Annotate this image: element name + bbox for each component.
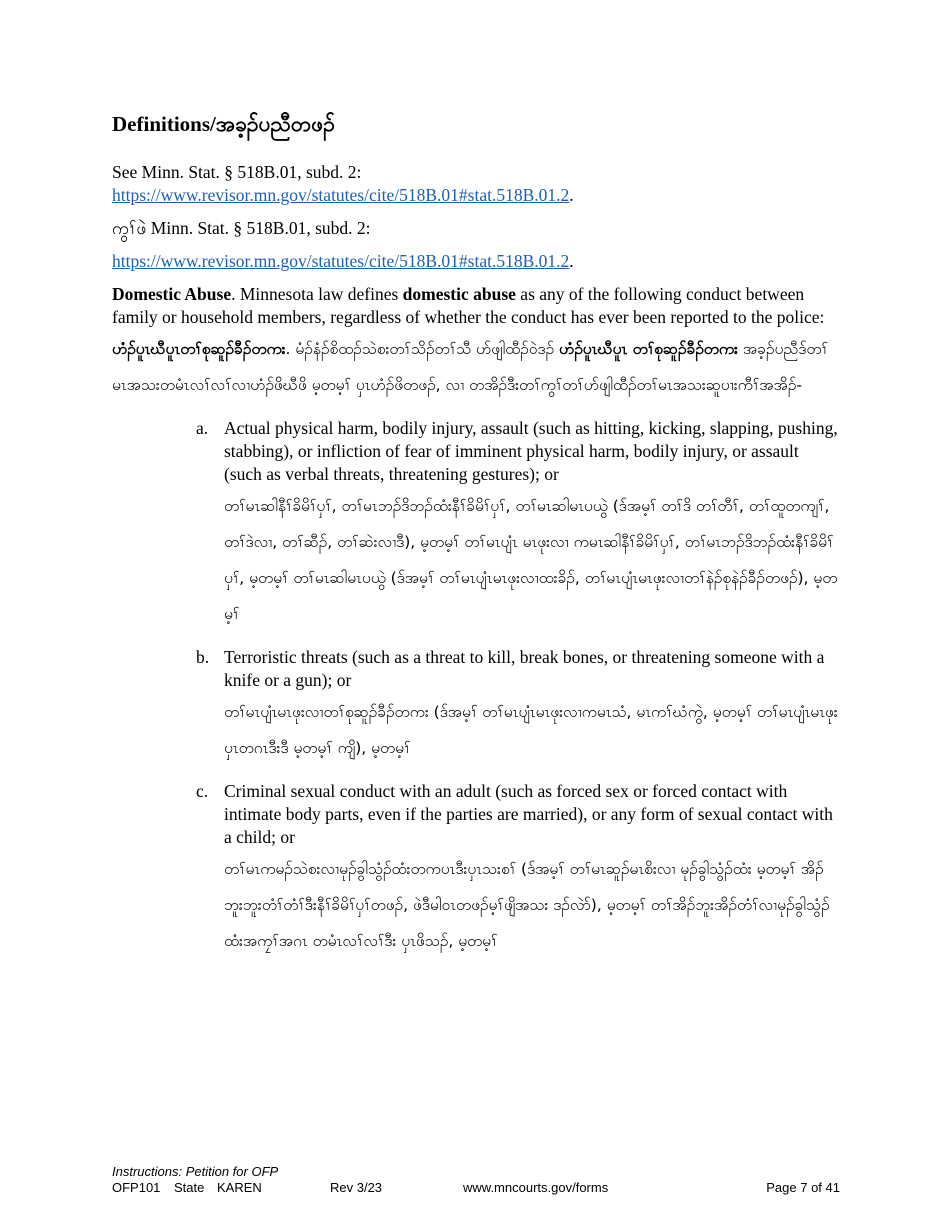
list-item <box>196 417 840 632</box>
list-marker: c. <box>196 781 209 802</box>
definition-text-2: as any of the following conduct between family or household members, regardless of whether the conduct has ever been reported to the police: <box>112 284 825 328</box>
page-footer <box>112 1164 840 1196</box>
see-statute-en <box>112 161 840 207</box>
domestic-abuse-term-kw: ဟံၣ်ပူၤဃီပူၤတၢ်စုဆူၣ်ခီၣ်တကး <box>112 340 286 359</box>
statute-link-en[interactable]: https://www.revisor.mn.gov/statutes/cite/518B.01#stat.518B.01.2 <box>112 185 570 206</box>
see-statute-text: See Minn. Stat. § 518B.01, subd. 2: <box>112 162 362 183</box>
document-page <box>112 112 840 973</box>
domestic-abuse-term-kw-2: ဟံၣ်ပူၤဃီပူၤ တၢ်စုဆူၣ်ခီၣ်တကး <box>559 340 738 359</box>
list-marker: b. <box>196 647 210 668</box>
statute-link-kw[interactable]: https://www.revisor.mn.gov/statutes/cite/518B.01#stat.518B.01.2 <box>112 251 570 272</box>
list-item <box>196 646 840 766</box>
definition-text-1: . Minnesota law defines <box>231 284 403 305</box>
link-period: . <box>569 185 574 206</box>
list-item-kw: တၢ်မၤပျံၤမၤဖုးလၢတၢ်စုဆူၣ်ခီၣ်တကး (ဒ်အမ့ၢ် တၢ်မၤပျံၤမၤဖုးလၢကမၤသံ, မၤကၢ်ဃံကွဲ, မ့တမ့ၢ် တၢ်မၤပျံၤမၤဖုးပှၤတဂၤဒီးဒီ မ့တမ့ၢ် ကျိ), မ့တမ့ၢ် <box>224 703 838 758</box>
domestic-abuse-definition-en <box>112 283 840 329</box>
list-item-en: Actual physical harm, bodily injury, assault (such as hitting, kicking, slapping, pushing, stabbing), or infliction of fear of imminent physical harm, bodily injury, or assault (such as verbal threats, threatening gestures); or <box>224 418 838 485</box>
domestic-abuse-term-2: domestic abuse <box>402 284 516 305</box>
see-statute-link-kw-row <box>112 250 840 273</box>
footer-page-number: Page 7 of 41 <box>766 1180 840 1195</box>
footer-language: KAREN <box>217 1180 262 1195</box>
list-item-en: Criminal sexual conduct with an adult (such as forced sex or forced contact with intimate body parts, even if the parties are married), or any form of sexual contact with a child; or <box>224 781 833 848</box>
domestic-abuse-term: Domestic Abuse <box>112 284 232 305</box>
footer-row <box>112 1180 840 1196</box>
list-item-kw: တၢ်မၤဆါနီၢ်ခိမိၢ်ပှၢ်, တၢ်မၤဘၣ်ဒိဘၣ်ထံးနီၢ်ခိမိၢ်ပှၢ်, တၢ်မၤဆါမၤပယွဲ (ဒ်အမ့ၢ် တၢ်ဒိ တၢ်တီၢ်, တၢ်ထူတကျၢ်, တၢ်ဒဲလၢ, တၢ်ဆီၣ်, တၢ်ဆဲးလၢဒီ), မ့တမ့ၢ် တၢ်မၤပျံၤ မၤဖုးလၢ ကမၤဆါနီၢ်ခိမိၢ်ပှၢ်, တၢ်မၤဘၣ်ဒိဘၣ်ထံးနီၢ်ခိမိၢ်ပှၢ်, မ့တမ့ၢ် တၢ်မၤဆါမၤပယွဲ (ဒ်အမ့ၢ် တၢ်မၤပျံၤမၤဖုးလၢထးခိၣ်, တၢ်မၤပျံၤမၤဖုးလၢတၢ်နဲၣ်စုနဲၣ်ခီၣ်တဖၣ်), မ့တမ့ၢ် <box>224 497 838 624</box>
see-statute-kw <box>112 217 840 240</box>
footer-revision: Rev 3/23 <box>330 1180 383 1195</box>
list-item-kw: တၢ်မၤကမၣ်သဲစးလၢမုၣ်ခွါသွံၣ်ထံးတကပၤဒီးပှၤသးစၢ် (ဒ်အမ့ၢ် တၢ်မၤဆူၣ်မၤစိးလၢ မုၣ်ခွါသွံၣ်ထံး မ့တမ့ၢ် အိၣ်ဘူးဘူးတံၢ်တံၢ်ဒီးနီၢ်ခိမိၢ်ပှၢ်တဖၣ်, ဖဲဒီမါဝၤတဖၣ်မ့ၢ်ဖျိအသး ဒၣ်လဲာ်), မ့တမ့ၢ် တၢ်အိၣ်ဘူးအိၣ်တံၢ်လၢမုၣ်ခွါသွံၣ်ထံးအကၠၢ်အဂၤ တမံၤလၢ်လၢ်ဒီး ပှၤဖိသၣ်, မ့တမ့ၢ် <box>224 860 830 951</box>
list-item <box>196 780 840 959</box>
footer-form-number: OFP101 <box>112 1180 161 1195</box>
definition-text-kw-1: . မံၣ်နံၣ်စိထၣ်သဲစးတၢ်သိၣ်တၢ်သီ ဟ်ဖျါထီၣ်ဝဲဒၣ် <box>285 340 560 359</box>
link-period-kw: . <box>569 251 574 272</box>
page-heading: Definitions/အခ့ၣ်ပညီတဖၣ် <box>112 112 335 136</box>
footer-website: www.mncourts.gov/forms <box>463 1180 609 1195</box>
see-statute-text-kw: ကွၢ်ဖဲ Minn. Stat. § 518B.01, subd. 2: <box>112 218 371 239</box>
list-item-en: Terroristic threats (such as a threat to kill, break bones, or threatening someone with a knife or a gun); or <box>224 647 825 691</box>
domestic-abuse-definition-kw <box>112 331 840 403</box>
definition-text-kw-2: အခ့ၣ်ပညီဒ်တၢ်မၤအသးတမံၤလၢ်လၢ်လၢဟံၣ်ဖိဃီဖိ မ့တမ့ၢ် ပှၤဟံၣ်ဖိတဖၣ်, လၢ တအိၣ်ဒီးတၢ်ကွၢ်တၢ်ဟ်ဖျါထီၣ်တၢ်မၤအသးဆူပၢးကီၢ်အအိၣ်- <box>112 340 828 395</box>
conduct-list <box>112 417 840 959</box>
footer-title: Instructions: Petition for OFP <box>112 1164 279 1179</box>
footer-state: State <box>174 1180 205 1195</box>
list-marker: a. <box>196 418 209 439</box>
